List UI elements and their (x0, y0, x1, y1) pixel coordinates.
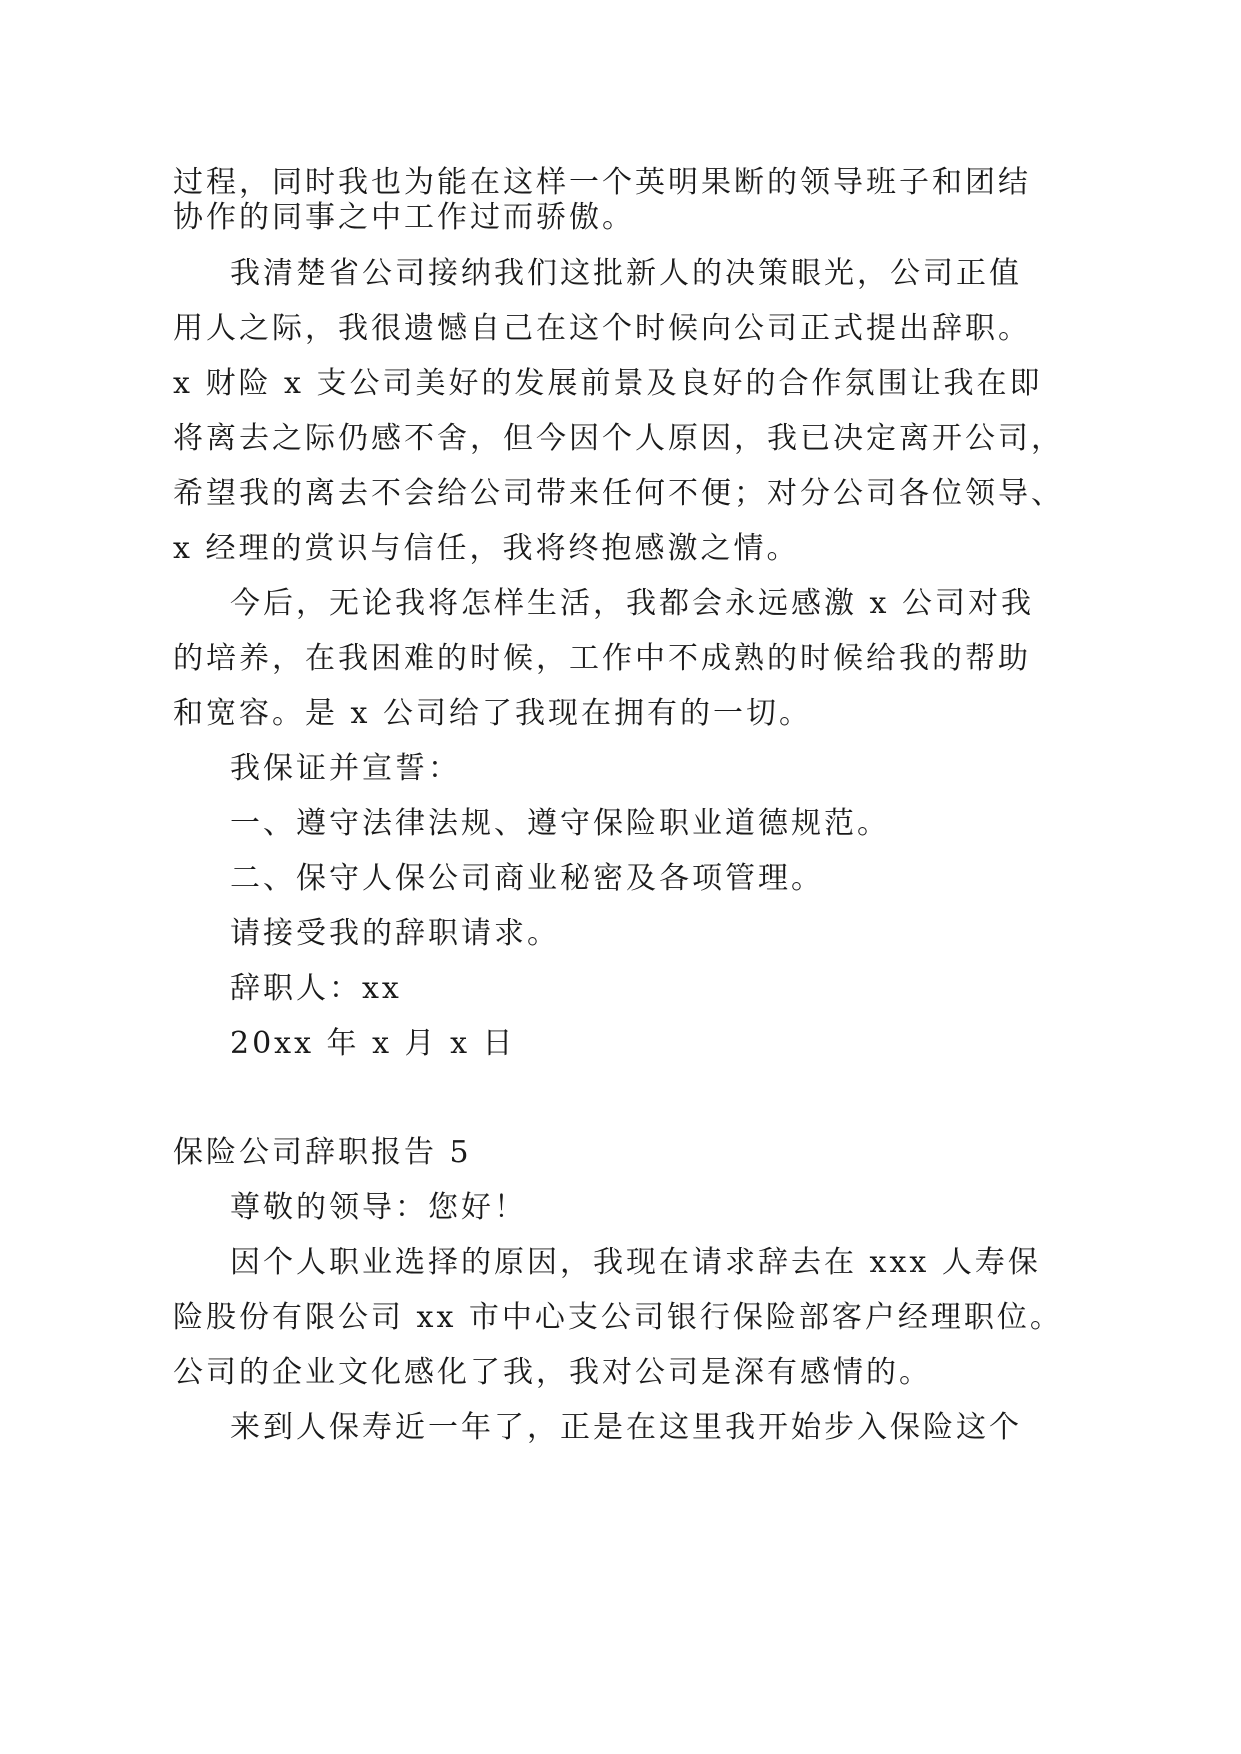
salutation: 尊敬的领导：您好！ (230, 1190, 527, 1225)
text-line: 过程，同时我也为能在这样一个英明果断的领导班子和团结 (173, 165, 1031, 200)
text-line: 险股份有限公司 xx 市中心支公司银行保险部客户经理职位。 (173, 1300, 1063, 1335)
text-line: 希望我的离去不会给公司带来任何不便；对分公司各位领导、 (173, 476, 1064, 511)
signature-line: 辞职人：xx (230, 971, 402, 1006)
text-line: 二、保守人保公司商业秘密及各项管理。 (230, 861, 824, 896)
text-line: 我保证并宣誓： (230, 751, 461, 786)
text-line: 我清楚省公司接纳我们这批新人的决策眼光，公司正值 (230, 256, 1022, 291)
text-line: 协作的同事之中工作过而骄傲。 (173, 200, 635, 235)
text-line: 请接受我的辞职请求。 (230, 916, 560, 951)
date-line: 20xx 年 x 月 x 日 (230, 1026, 516, 1061)
text-line: 的培养，在我困难的时候，工作中不成熟的时候给我的帮助 (173, 641, 1031, 676)
text-line: 将离去之际仍感不舍，但今因个人原因，我已决定离开公司， (173, 421, 1064, 456)
text-line: 因个人职业选择的原因，我现在请求辞去在 xxx 人寿保 (230, 1245, 1041, 1280)
text-line: 来到人保寿近一年了，正是在这里我开始步入保险这个 (230, 1410, 1022, 1445)
text-line: 公司的企业文化感化了我，我对公司是深有感情的。 (173, 1355, 932, 1390)
text-line: 一、遵守法律法规、遵守保险职业道德规范。 (230, 806, 890, 841)
text-line: 和宽容。是 x 公司给了我现在拥有的一切。 (173, 696, 812, 731)
text-line: x 财险 x 支公司美好的发展前景及良好的合作氛围让我在即 (173, 366, 1043, 401)
text-line: 今后，无论我将怎样生活，我都会永远感激 x 公司对我 (230, 586, 1034, 621)
text-line: x 经理的赏识与信任，我将终抱感激之情。 (173, 531, 800, 566)
section-title: 保险公司辞职报告 5 (173, 1135, 472, 1170)
text-line: 用人之际，我很遗憾自己在这个时候向公司正式提出辞职。 (173, 311, 1031, 346)
